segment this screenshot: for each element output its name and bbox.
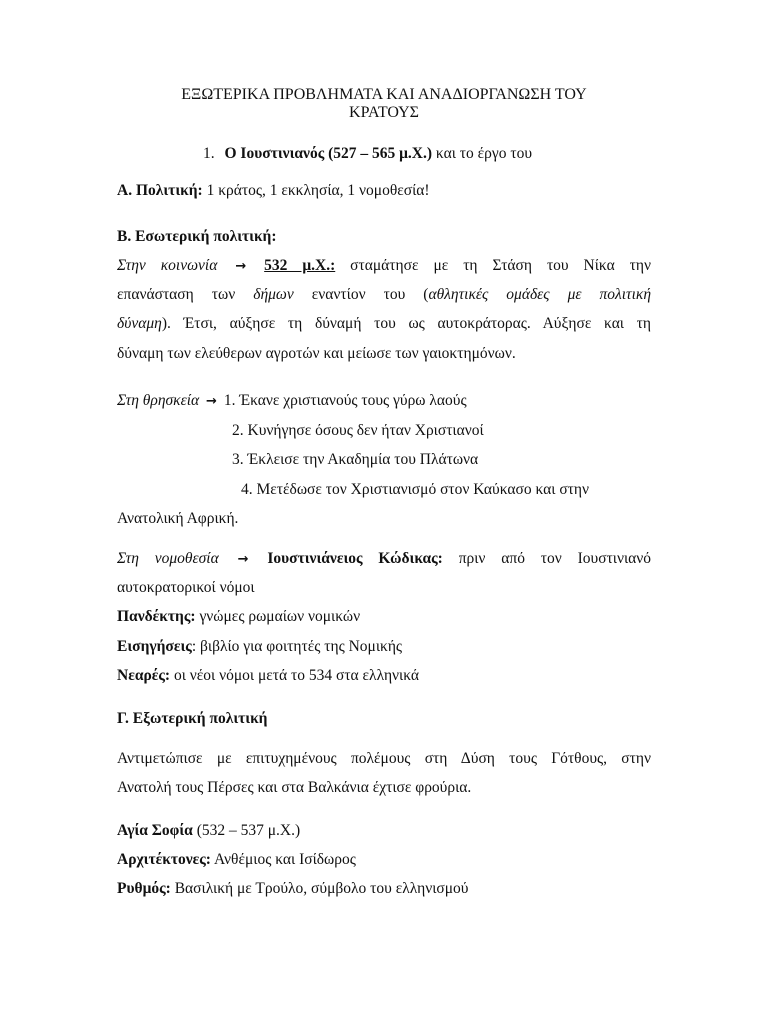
document-title: [117, 86, 651, 122]
pandects-label: Πανδέκτης:: [117, 608, 196, 625]
section-a-label: Α. Πολιτική:: [117, 182, 203, 199]
society-l3-a: δύναμη: [117, 315, 162, 332]
heading-number: 1.: [203, 145, 215, 162]
society-line-3: [117, 315, 651, 333]
novels-text: οι νέοι νόμοι μετά το 534 στα ελληνικά: [173, 667, 420, 684]
religion-item-2: 2. Κυνήγησε όσους δεν ήταν Χριστιανοί: [232, 422, 484, 439]
law-label: Στη νομοθεσία: [117, 550, 219, 567]
right-arrow-icon: →: [235, 259, 247, 274]
section-a-policy: [117, 182, 430, 200]
society-line-4: δύναμη των ελεύθερων αγροτών και μείωσε των γαιοκτημόνων.: [117, 345, 516, 362]
society-line-2: [117, 286, 651, 304]
section-c-line-2: Ανατολή τους Πέρσες και στα Βαλκάνια έχτισε φρούρια.: [117, 779, 472, 796]
heading-justinian: [203, 145, 532, 163]
religion-line-1: [117, 392, 467, 410]
religion-label: Στη θρησκεία: [117, 392, 200, 409]
institutes-label: Εισηγήσεις: [117, 638, 192, 655]
institutes-text: : βιβλίο για φοιτητές της Νομικής: [191, 638, 403, 655]
heading-rest: και το έργο του: [435, 145, 532, 162]
heading-bold: Ο Ιουστινιανός (527 – 565 μ.Χ.): [224, 145, 433, 162]
hagia-sophia-dates: (532 – 537 μ.Χ.): [196, 822, 301, 839]
hagia-sophia-line: [117, 822, 300, 840]
religion-item-4: 4. Μετέδωσε τον Χριστιανισμό στον Καύκασο και στην: [241, 481, 590, 498]
society-l2-demes: δήμων: [253, 286, 294, 303]
society-date: 532 μ.Χ.:: [264, 257, 336, 274]
architects-label: Αρχιτέκτονες:: [117, 851, 211, 868]
hagia-sophia-label: Αγία Σοφία: [117, 822, 193, 839]
society-line-1-rest: σταμάτησε με τη Στάση του Νίκα την: [350, 257, 651, 274]
right-arrow-icon: →: [206, 394, 217, 409]
law-line-2: αυτοκρατορικοί νόμοι: [117, 579, 255, 596]
religion-item-3: 3. Έκλεισε την Ακαδημία του Πλάτωνα: [232, 451, 479, 468]
style-line: [117, 880, 468, 898]
novels-line: [117, 667, 419, 685]
architects-text: Ανθέμιος και Ισίδωρος: [214, 851, 356, 868]
section-c-line-1: Αντιμετώπισε με επιτυχημένους πολέμους στη Δύση τους Γότθους, στην: [117, 750, 651, 767]
law-line-1-rest: πριν από τον Ιουστινιανό: [458, 550, 652, 567]
section-c-heading: Γ. Εξωτερική πολιτική: [117, 710, 268, 727]
right-arrow-icon: →: [237, 552, 249, 567]
style-text: Βασιλική με Τρούλο, σύμβολο του ελληνισμού: [174, 880, 469, 897]
society-label: Στην κοινωνία: [117, 257, 218, 274]
society-l3-b: ). Έτσι, αύξησε τη δύναμή του ως αυτοκράτορας. Αύξησε και τη: [161, 315, 651, 332]
section-a-text: 1 κράτος, 1 εκκλησία, 1 νομοθεσία!: [206, 182, 430, 199]
society-l2-d: αθλητικές ομάδες με πολιτική: [428, 286, 652, 303]
society-l2-c: εναντίον του (: [311, 286, 429, 303]
religion-item-1: 1. Έκανε χριστιανούς τους γύρω λαούς: [223, 392, 467, 409]
pandects-line: [117, 608, 360, 626]
religion-item-4-cont: Ανατολική Αφρική.: [117, 510, 239, 527]
section-b-heading: Β. Εσωτερική πολιτική:: [117, 228, 277, 245]
title-line-1: ΕΞΩΤΕΡΙΚΑ ΠΡΟΒΛΗΜΑΤΑ ΚΑΙ ΑΝΑΔΙΟΡΓΑΝΩΣΗ ΤΟΥ: [181, 86, 587, 103]
law-line-1: [117, 550, 651, 568]
society-l2-a: επανάσταση των: [117, 286, 236, 303]
novels-label: Νεαρές:: [117, 667, 171, 684]
justinian-code: Ιουστινιάνειος Κώδικας:: [267, 550, 443, 567]
society-line-1: [117, 257, 651, 275]
architects-line: [117, 851, 356, 869]
title-line-2: ΚΡΑΤΟΥΣ: [349, 104, 419, 121]
institutes-line: [117, 638, 402, 656]
pandects-text: γνώμες ρωμαίων νομικών: [199, 608, 361, 625]
style-label: Ρυθμός:: [117, 880, 171, 897]
